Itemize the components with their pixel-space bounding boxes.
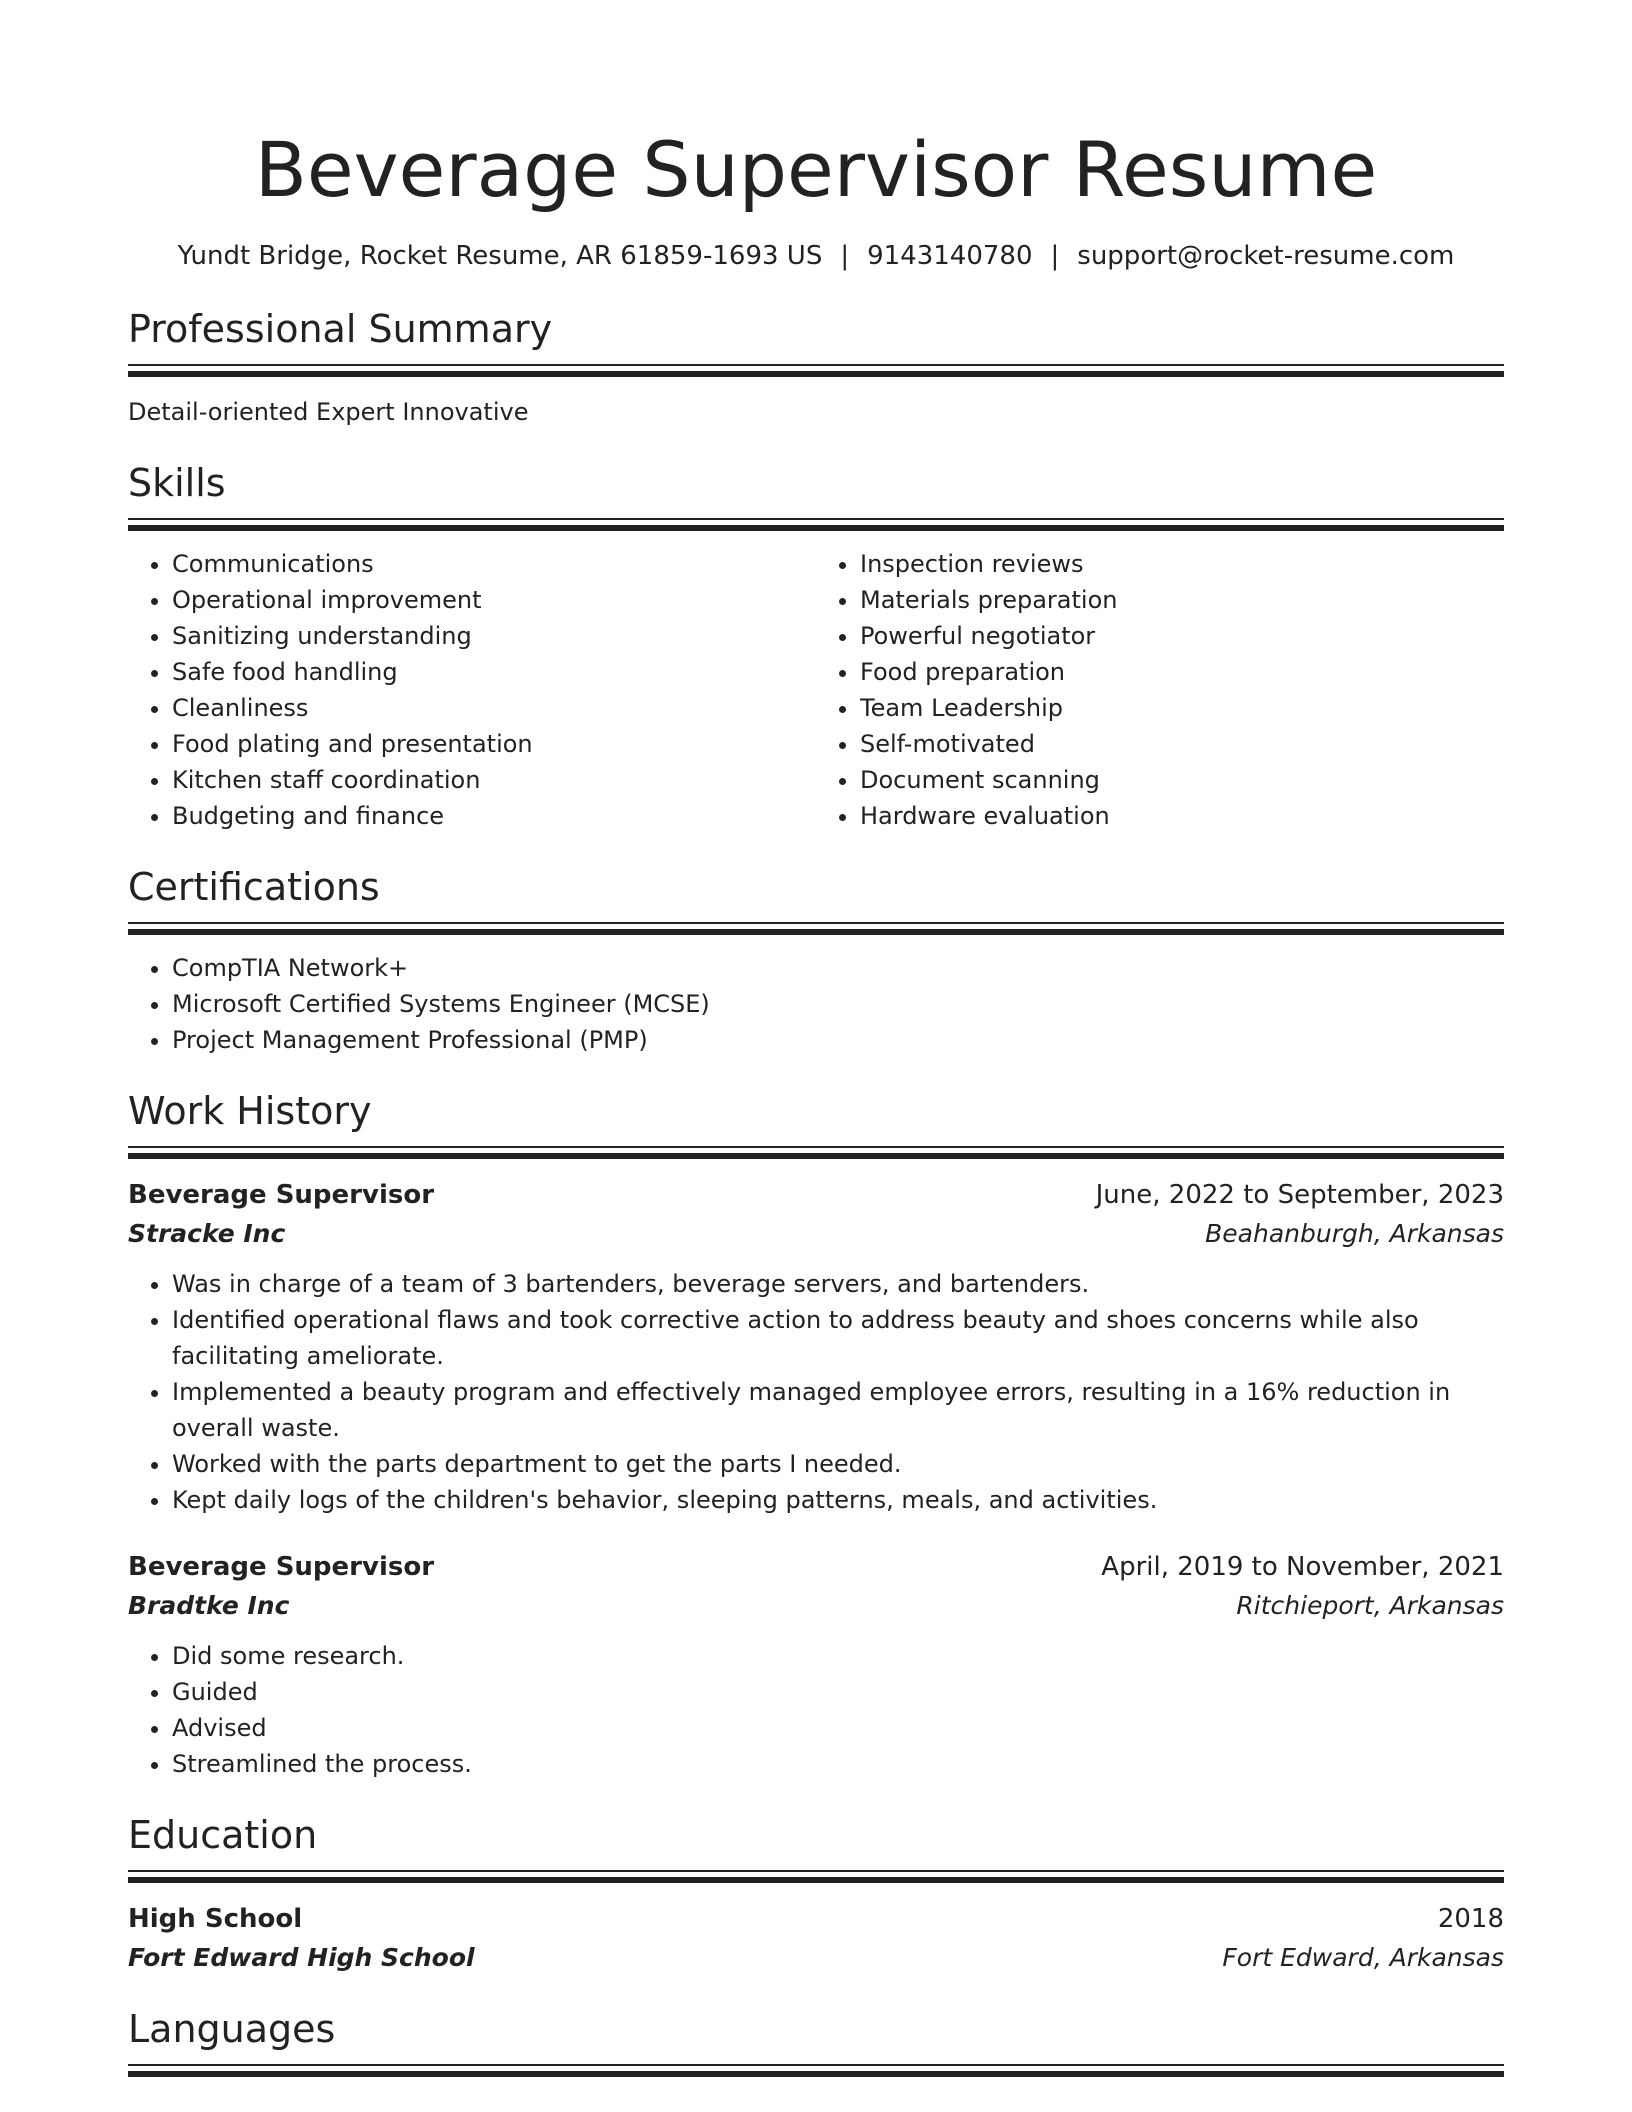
job-bullet: • Identified operational flaws and took corrective action to address beauty and shoes concerns while also facilitating ameliorate. xyxy=(172,1302,1504,1374)
job-company-row xyxy=(128,1586,1504,1626)
education-entry xyxy=(128,1900,1504,1978)
job-location: Beahanburgh, Arkansas xyxy=(1205,1219,1504,1248)
skill-item: • Safe food handling xyxy=(172,654,816,690)
section-divider xyxy=(128,1870,1504,1882)
job-company: Bradtke Inc xyxy=(128,1591,290,1620)
skill-item: • Team Leadership xyxy=(860,690,1504,726)
skill-item: • Communications xyxy=(172,546,816,582)
job-entry xyxy=(128,1176,1504,1518)
certification-item: • Project Management Professional (PMP) xyxy=(172,1022,1504,1058)
languages-section xyxy=(128,2004,1504,2076)
skill-item: • Materials preparation xyxy=(860,582,1504,618)
education-section xyxy=(128,1810,1504,1978)
education-location: Fort Edward, Arkansas xyxy=(1222,1943,1504,1972)
skill-item: • Document scanning xyxy=(860,762,1504,798)
skill-item: • Sanitizing understanding xyxy=(172,618,816,654)
contact-address: Yundt Bridge, Rocket Resume, AR 61859-1693 US xyxy=(177,241,823,271)
summary-text: Detail-oriented Expert Innovative xyxy=(128,398,529,426)
certifications-section xyxy=(128,862,1504,1058)
contact-email: support@rocket-resume.com xyxy=(1077,241,1455,271)
job-bullets xyxy=(128,1266,1504,1518)
education-school: Fort Edward High School xyxy=(128,1943,475,1972)
contact-separator: | xyxy=(840,241,850,271)
skill-item: • Powerful negotiator xyxy=(860,618,1504,654)
summary-heading: Professional Summary xyxy=(128,307,553,351)
page-title: Beverage Supervisor Resume xyxy=(254,125,1378,214)
contact-phone: 9143140780 xyxy=(867,241,1033,271)
education-heading: Education xyxy=(128,1813,318,1857)
job-title: Beverage Supervisor xyxy=(128,1552,435,1582)
education-degree: High School xyxy=(128,1904,303,1934)
skill-item: • Food preparation xyxy=(860,654,1504,690)
job-company: Stracke Inc xyxy=(128,1219,286,1248)
languages-heading: Languages xyxy=(128,2007,336,2051)
skill-item: • Self-motivated xyxy=(860,726,1504,762)
section-divider xyxy=(128,518,1504,530)
summary-section xyxy=(128,304,1504,430)
job-bullet: • Was in charge of a team of 3 bartenders, beverage servers, and bartenders. xyxy=(172,1266,1504,1302)
skill-item: • Budgeting and finance xyxy=(172,798,816,834)
certifications-list xyxy=(128,950,1504,1058)
skill-item: • Operational improvement xyxy=(172,582,816,618)
section-divider xyxy=(128,1146,1504,1158)
job-bullet: • Worked with the parts department to get the parts I needed. xyxy=(172,1446,1504,1482)
skills-list-right xyxy=(816,546,1504,834)
job-company-row xyxy=(128,1214,1504,1254)
skills-list-left xyxy=(128,546,816,834)
skill-item: • Cleanliness xyxy=(172,690,816,726)
skill-item: • Food plating and presentation xyxy=(172,726,816,762)
job-dates: April, 2019 to November, 2021 xyxy=(1101,1552,1504,1582)
job-bullet: • Implemented a beauty program and effectively managed employee errors, resulting in a 16% reduction in overall waste. xyxy=(172,1374,1504,1446)
job-header-row xyxy=(128,1548,1504,1586)
skills-section xyxy=(128,458,1504,834)
contact-line xyxy=(128,238,1504,274)
job-bullets xyxy=(128,1638,1504,1782)
job-bullet: • Advised xyxy=(172,1710,1504,1746)
skills-columns xyxy=(128,530,1504,834)
education-header-row xyxy=(128,1900,1504,1938)
job-location: Ritchieport, Arkansas xyxy=(1236,1591,1504,1620)
skills-heading: Skills xyxy=(128,461,226,505)
job-header-row xyxy=(128,1176,1504,1214)
job-bullet: • Did some research. xyxy=(172,1638,1504,1674)
skill-item: • Inspection reviews xyxy=(860,546,1504,582)
job-title: Beverage Supervisor xyxy=(128,1180,435,1210)
certification-item: • CompTIA Network+ xyxy=(172,950,1504,986)
skill-item: • Kitchen staff coordination xyxy=(172,762,816,798)
education-school-row xyxy=(128,1938,1504,1978)
job-bullet: • Streamlined the process. xyxy=(172,1746,1504,1782)
contact-separator: | xyxy=(1050,241,1060,271)
job-bullet: • Guided xyxy=(172,1674,1504,1710)
certifications-heading: Certifications xyxy=(128,865,380,909)
certification-item: • Microsoft Certified Systems Engineer (MCSE) xyxy=(172,986,1504,1022)
section-divider xyxy=(128,364,1504,376)
job-bullet: • Kept daily logs of the children's behavior, sleeping patterns, meals, and activities. xyxy=(172,1482,1504,1518)
skill-item: • Hardware evaluation xyxy=(860,798,1504,834)
section-divider xyxy=(128,922,1504,934)
work-history-section xyxy=(128,1086,1504,1782)
job-entry xyxy=(128,1548,1504,1782)
work-history-heading: Work History xyxy=(128,1089,372,1133)
section-divider xyxy=(128,2064,1504,2076)
job-dates: June, 2022 to September, 2023 xyxy=(1095,1180,1504,1210)
education-year: 2018 xyxy=(1437,1904,1504,1934)
